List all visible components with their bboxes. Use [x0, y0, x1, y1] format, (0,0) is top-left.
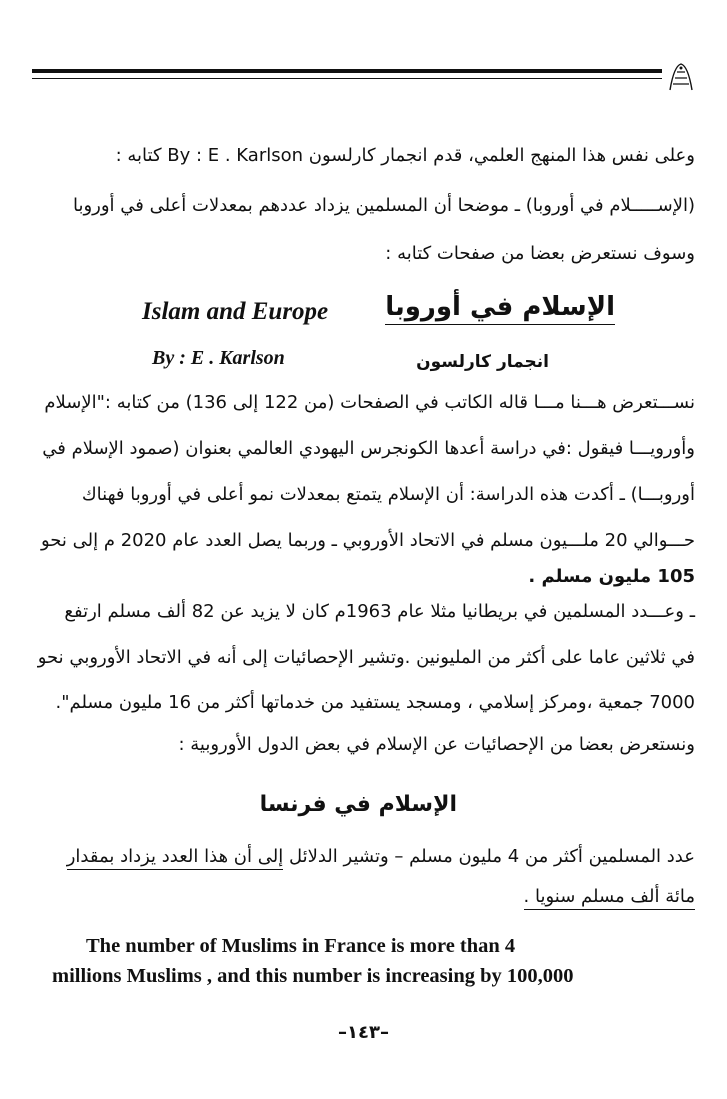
britain-line-1: ـ وعـــدد المسلمين في بريطانيا مثلا عام 1963م كان لا يزيد عن 82 ألف مسلم ارتفع	[64, 601, 695, 622]
body-line-2: وأورويـــا فيقول :في دراسة أعدها الكونجرس اليهودي العالمي بعنوان (صمود الإسلام في	[42, 438, 695, 459]
book-title-english: Islam and Europe	[142, 298, 329, 325]
book-title-arabic: الإسلام في أوروبا	[385, 292, 615, 325]
header-rule-thick	[32, 69, 662, 73]
intro-line-2: (الإســـــلام في أوروبا) ـ موضحا أن المسلمين يزداد عددهم بمعدلات أعلى في أوروبا	[72, 195, 695, 216]
book-author-arabic: انجمار كارلسون	[416, 352, 549, 372]
salutation-seal-icon	[666, 60, 696, 94]
france-english-line-2: millions Muslims , and this number is increasing by 100,000	[52, 965, 574, 987]
france-line-2: مائة ألف مسلم سنويا .	[524, 886, 695, 910]
body-line-5: 105 مليون مسلم .	[528, 566, 695, 587]
britain-line-2: في ثلاثين عاما على أكثر من المليونين .وتشير الإحصائيات إلى أنه في الاتحاد الأوروبي نحو	[37, 647, 695, 668]
body-line-3: أوروبـــا) ـ أكدت هذه الدراسة: أن الإسلام يتمتع بمعدلات نمو أعلى في أوروبا فهناك	[81, 484, 695, 505]
header-rule-thin	[32, 78, 662, 79]
body-line-1: نســـتعرض هـــنا مـــا قاله الكاتب في الصفحات (من 122 إلى 136) من كتابه :"الإسلام	[44, 392, 695, 413]
france-line-1-plain: عدد المسلمين أكثر من 4 مليون مسلم – وتشير الدلائل	[283, 846, 695, 867]
france-line-1-underlined: إلى أن هذا العدد يزداد بمقدار	[67, 846, 284, 870]
section-heading-france: الإسلام في فرنسا	[259, 792, 457, 817]
salutation-seal	[666, 60, 696, 94]
france-line-1	[67, 846, 695, 867]
intro-line-1: وعلى نفس هذا المنهج العلمي، قدم انجمار كارلسون By : E . Karlson كتابه :	[115, 145, 695, 166]
france-english-line-1: The number of Muslims in France is more than 4	[86, 935, 516, 957]
page-number: –١٤٣–	[338, 1022, 389, 1043]
britain-line-3: 7000 جمعية ،ومركز إسلامي ، ومسجد يستفيد من خدماتها أكثر من 16 مليون مسلم".	[55, 692, 695, 713]
britain-line-4: ونستعرض بعضا من الإحصائيات عن الإسلام في بعض الدول الأوروبية :	[178, 734, 695, 755]
intro-line-3: وسوف نستعرض بعضا من صفحات كتابه :	[385, 243, 695, 264]
book-author-english: By : E . Karlson	[152, 347, 285, 369]
body-line-4: حـــوالي 20 ملـــيون مسلم في الاتحاد الأوروبي ـ وربما يصل العدد عام 2020 م إلى نحو	[40, 530, 695, 551]
